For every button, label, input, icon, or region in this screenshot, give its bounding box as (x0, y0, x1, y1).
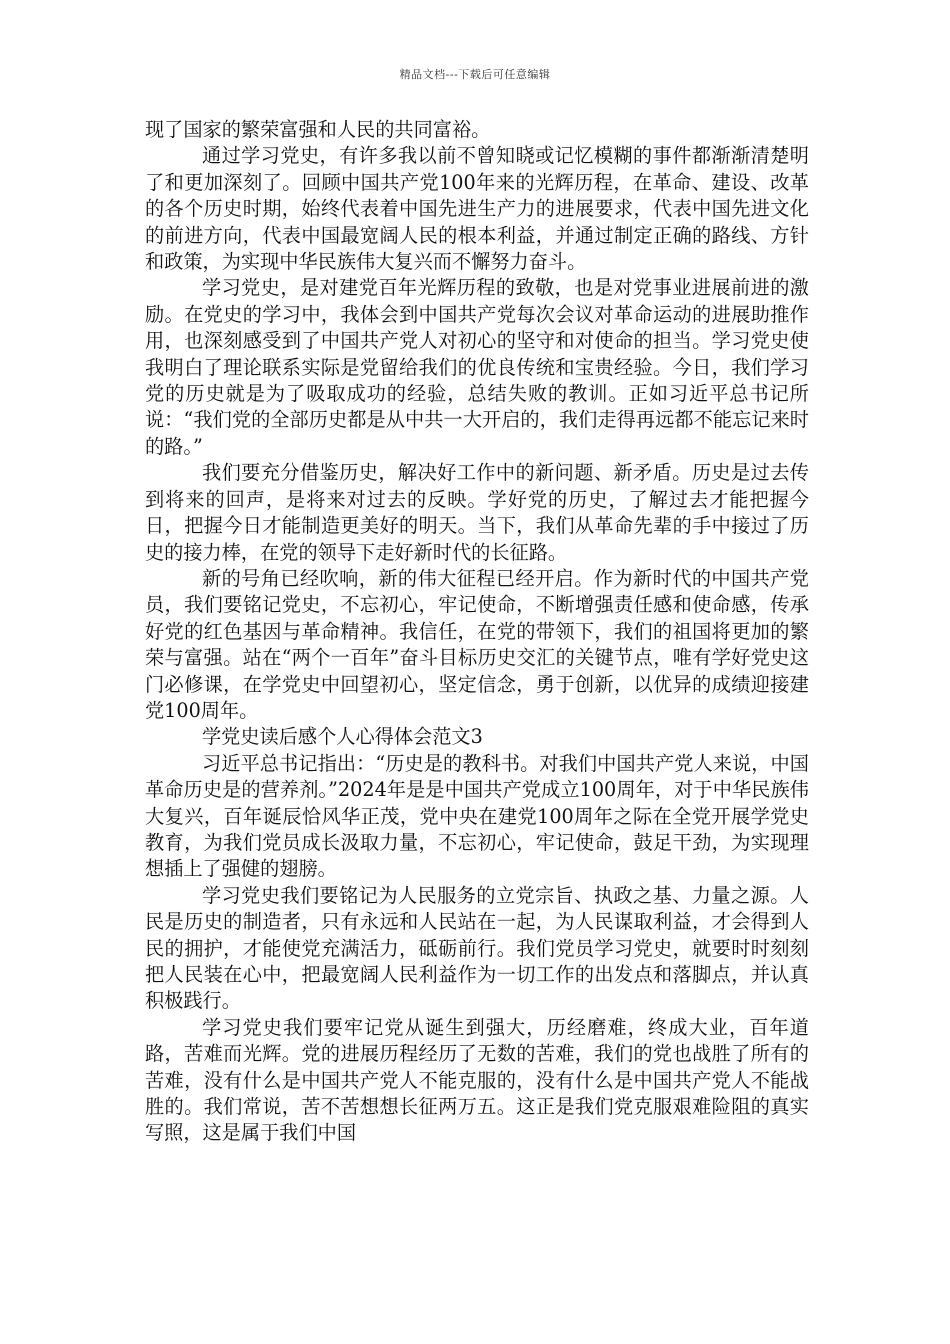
section-heading: 学党史读后感个人心得体会范文3 (202, 725, 483, 749)
paragraph: 学习党史我们要铭记为人民服务的立党宗旨、执政之基、力量之源。人民是历史的制造者，只有永远和人民站在一起，为人民谋取利益，才会得到人民的拥护，才能使党充满活力，砥砺前行。我们党员学习党史，就要时时刻刻把人民装在心中，把最宽阔人民利益作为一切工作的出发点和落脚点，并认真积极践行。 (145, 883, 809, 1013)
paragraph: 习近平总书记指出：“历史是的教科书。对我们中国共产党人来说，中国革命历史是的营养剂。”2024年是是中国共产党成立100周年，对于中华民族伟大复兴，百年诞辰恰风华正茂，党中央在建党100周年之际在全党开展学党史教育，为我们党员成长汲取力量，不忘初心，牢记使命，鼓足干劲，为实现理想插上了强健的翅膀。 (145, 751, 809, 881)
paragraph: 现了国家的繁荣富强和人民的共同富裕。 (145, 118, 491, 141)
paragraph: 学习党史我们要牢记党从诞生到强大，历经磨难，终成大业，百年道路，苦难而光辉。党的进展历程经历了无数的苦难，我们的党也战胜了所有的苦难，没有什么是中国共产党人不能克服的，没有什么是中国共产党人不能战胜的。我们常说，苦不苦想想长征两万五。这正是我们党克服艰难险阻的真实写照，这是属于我们中国 (145, 1015, 809, 1145)
paragraph: 通过学习党史，有许多我以前不曾知晓或记忆模糊的事件都渐渐清楚明了和更加深刻了。回顾中国共产党100年来的光辉历程，在革命、建设、改革的各个历史时期，始终代表着中国先进生产力的进展要求，代表中国先进文化的前进方向，代表中国最宽阔人民的根本利益，并通过制定正确的路线、方针和政策，为实现中华民族伟大复兴而不懈努力奋斗。 (145, 144, 809, 274)
paragraph: 我们要充分借鉴历史，解决好工作中的新问题、新矛盾。历史是过去传到将来的回声，是将来对过去的反映。学好党的历史，了解过去才能把握今日，把握今日才能制造更美好的明天。当下，我们从革命先辈的手中接过了历史的接力棒，在党的领导下走好新时代的长征路。 (145, 461, 809, 564)
page-header: 精品文档---下载后可任意编辑 (399, 68, 551, 81)
document-body (145, 117, 809, 1147)
paragraph: 学习党史，是对建党百年光辉历程的致敬，也是对党事业进展前进的激励。在党史的学习中，我体会到中国共产党每次会议对革命运动的进展助推作用，也深刻感受到了中国共产党人对初心的坚守和对使命的担当。学习党史使我明白了理论联系实际是党留给我们的优良传统和宝贵经验。今日，我们学习党的历史就是为了吸取成功的经验，总结失败的教训。正如习近平总书记所说：“我们党的全部历史都是从中共一大开启的，我们走得再远都不能忘记来时的路。” (145, 276, 809, 458)
paragraph: 新的号角已经吹响，新的伟大征程已经开启。作为新时代的中国共产党员，我们要铭记党史，不忘初心，牢记使命，不断增强责任感和使命感，传承好党的红色基因与革命精神。我信任，在党的带领下，我们的祖国将更加的繁荣与富强。站在“两个一百年”奋斗目标历史交汇的关键节点，唯有学好党史这门必修课，在学党史中回望初心，坚定信念，勇于创新，以优异的成绩迎接建党100周年。 (145, 566, 809, 722)
